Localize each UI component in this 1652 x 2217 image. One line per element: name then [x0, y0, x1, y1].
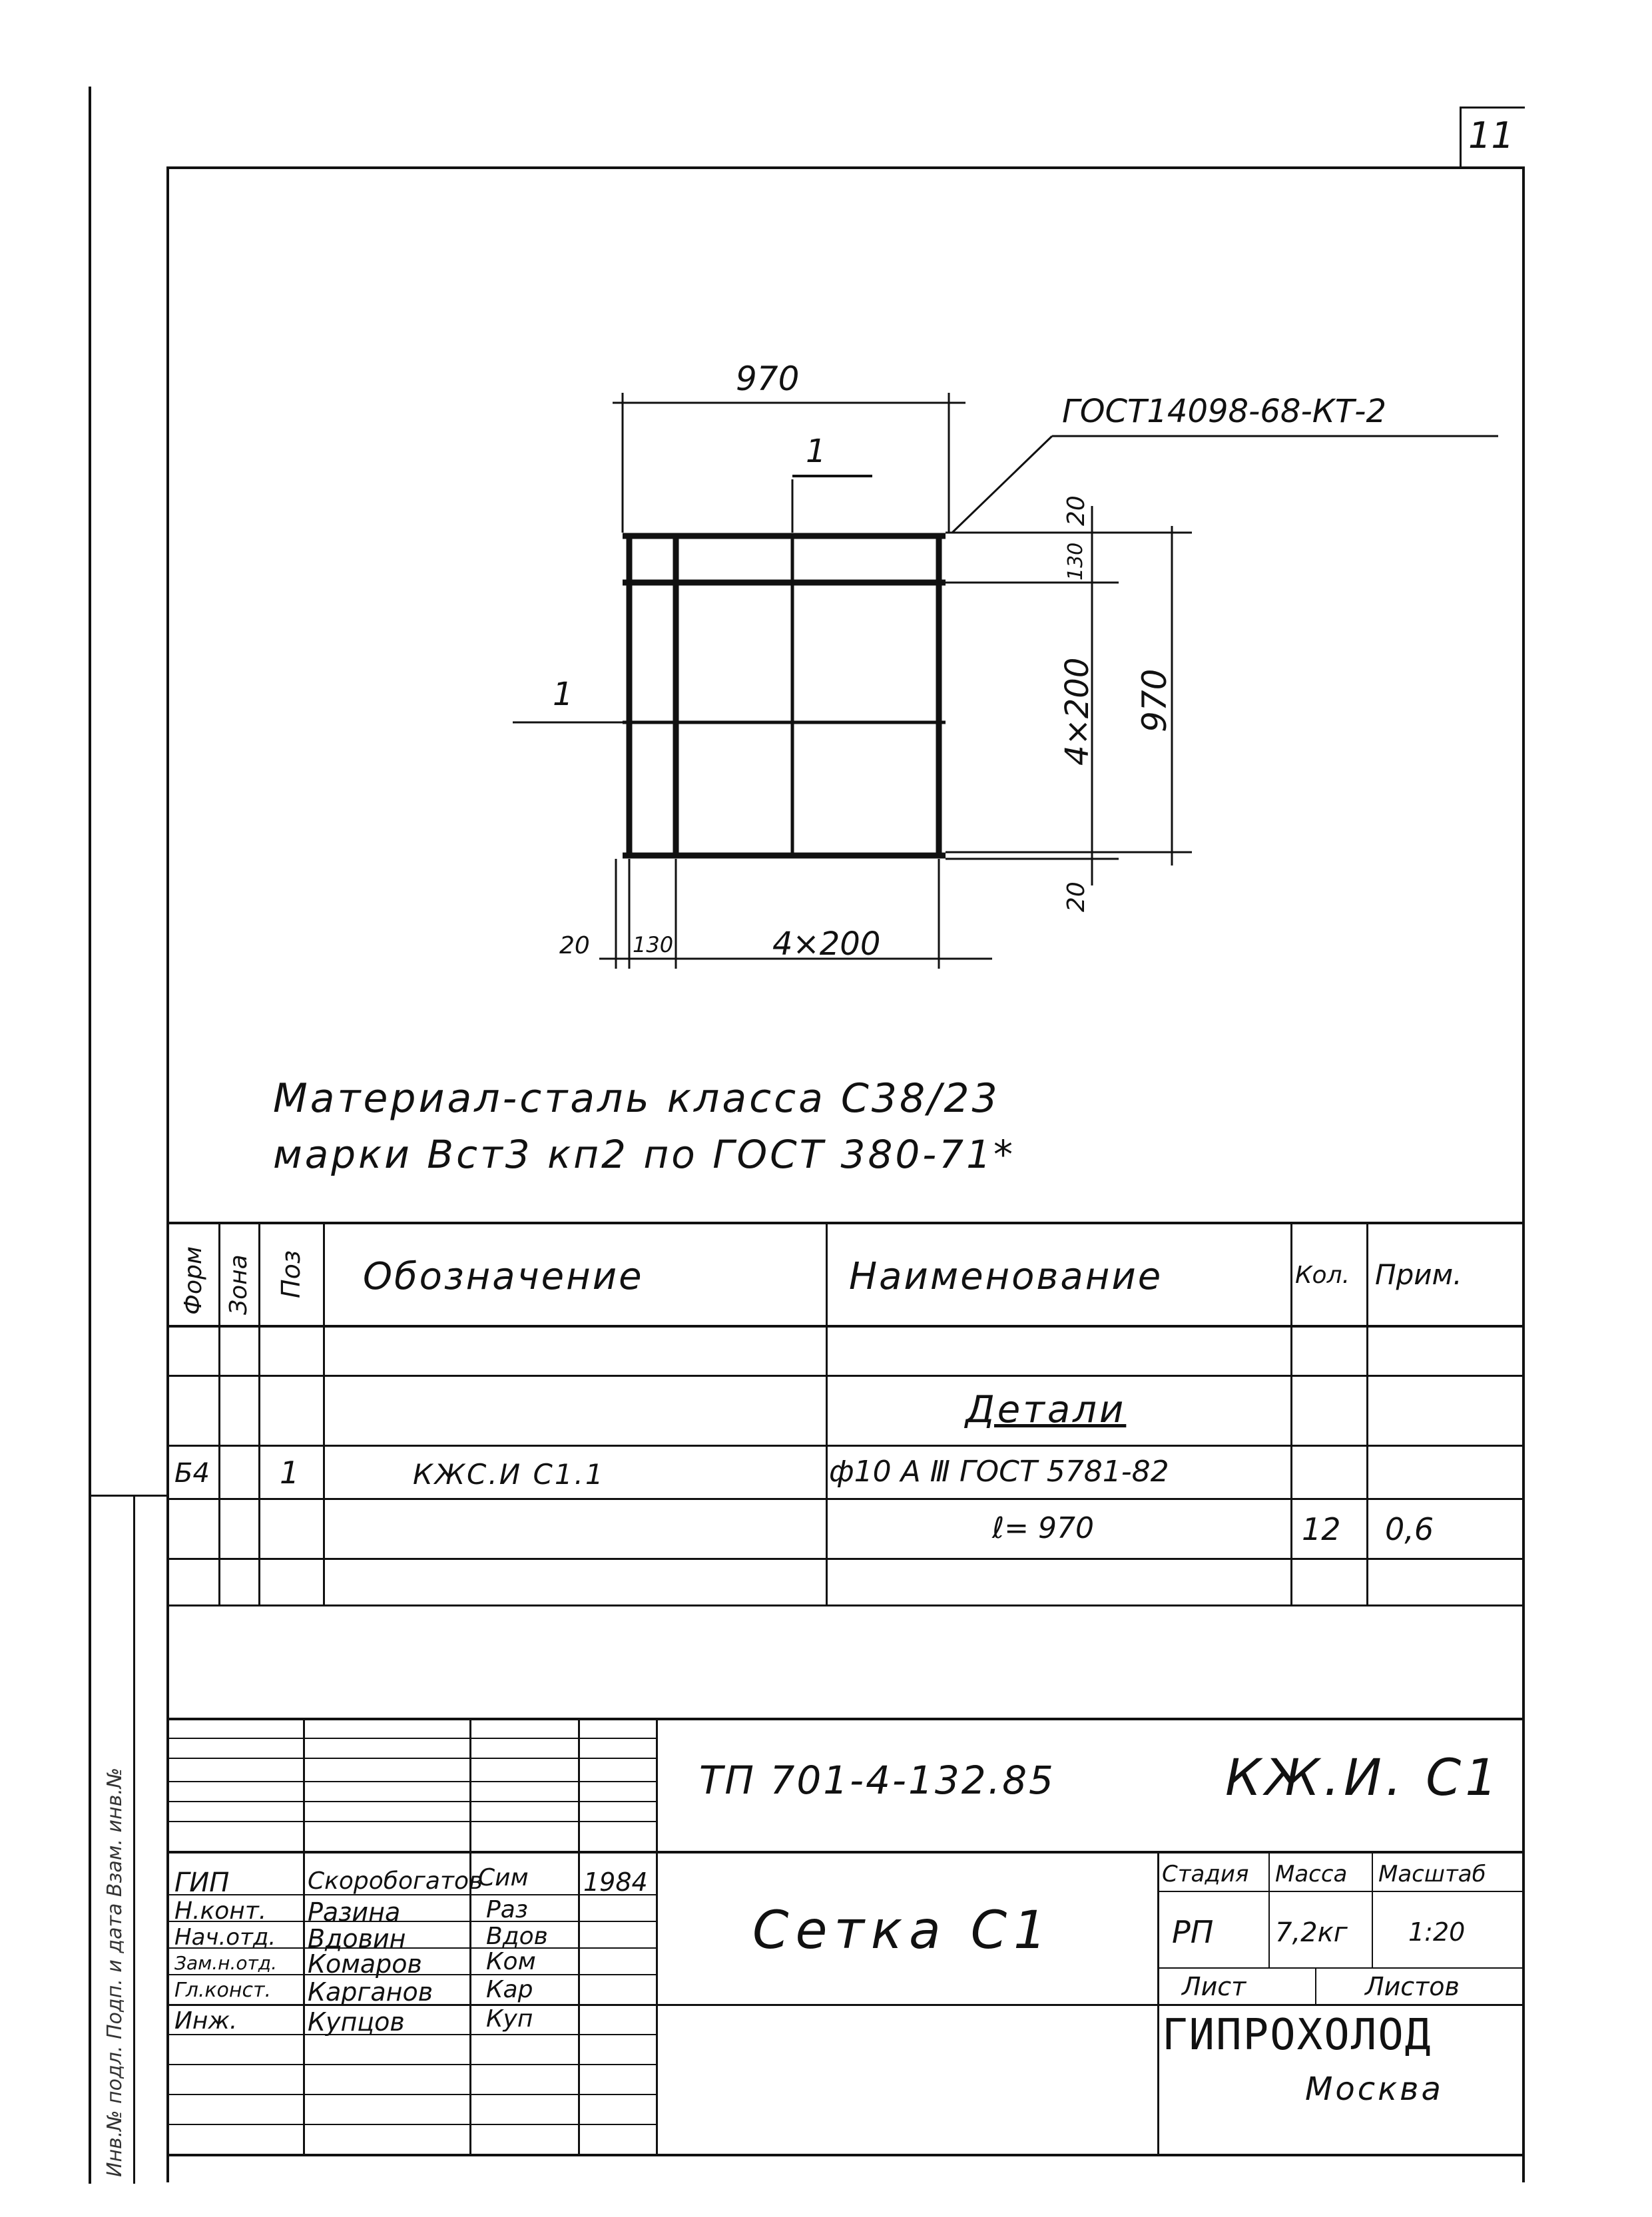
role-4-sign: Кар [486, 1976, 533, 2003]
tb-col-4 [656, 1718, 658, 2154]
header-zone: Зона [225, 1254, 252, 1315]
tb-info-col-4 [1315, 1967, 1316, 2004]
dim-right-130: 130 [1064, 542, 1087, 581]
tb-row-13 [166, 2064, 656, 2065]
project-code: ТП 701-4-132.85 [699, 1758, 1055, 1803]
role-0: ГИП [174, 1867, 230, 1898]
row1-format: Б4 [174, 1458, 210, 1489]
organization: ГИПРОХОЛОД [1162, 2011, 1432, 2060]
spec-row-line-1 [166, 1375, 1525, 1377]
role-3-sign: Ком [486, 1948, 536, 1975]
role-1-sign: Раз [486, 1896, 528, 1923]
scale-label: Масштаб [1378, 1861, 1486, 1887]
spec-row-line-4 [166, 1558, 1525, 1560]
section-title: Детали [965, 1388, 1127, 1431]
sheets-label: Листов [1365, 1972, 1460, 2001]
header-name: Наименование [849, 1255, 1163, 1298]
tb-row-14 [166, 2094, 656, 2095]
stage-label: Стадия [1162, 1861, 1249, 1887]
role-4-name: Карганов [308, 1977, 433, 2007]
spec-col-5 [1290, 1222, 1292, 1604]
role-2-sign: Вдов [486, 1923, 548, 1950]
role-4: Гл.конст. [174, 1979, 272, 2002]
role-5: Инж. [174, 2007, 238, 2035]
dim-right-970: 970 [1135, 668, 1174, 732]
drawing-title: Сетка С1 [752, 1901, 1053, 1961]
role-3: Зам.н.отд. [174, 1952, 278, 1974]
spec-top [166, 1222, 1525, 1224]
tb-info-col [1157, 1851, 1159, 2154]
tb-row-12 [166, 2034, 656, 2035]
spec-col-2 [258, 1222, 260, 1604]
mass-value: 7,2кг [1275, 1917, 1348, 1948]
header-note: Прим. [1375, 1258, 1462, 1291]
row2-name: ℓ= 970 [992, 1511, 1095, 1545]
sheet-number: 11 [1468, 115, 1514, 156]
spec-col-3 [323, 1222, 325, 1604]
spec-row-line-5 [166, 1604, 1525, 1606]
tb-col-3 [578, 1718, 580, 2154]
tb-row-4 [166, 1801, 656, 1802]
scale-value: 1:20 [1408, 1917, 1466, 1947]
tb-info-col-2 [1268, 1851, 1270, 1967]
row1-name: ф10 А Ⅲ ГОСТ 5781-82 [829, 1455, 1169, 1489]
spec-row-line-3 [166, 1498, 1525, 1500]
spec-bottom [166, 1718, 1525, 1720]
row2-qty: 12 [1302, 1511, 1341, 1547]
role-2: Нач.отд. [174, 1924, 276, 1951]
role-0-date: 1984 [583, 1867, 648, 1897]
header-designation: Обозначение [363, 1255, 644, 1298]
material-note-line1: Материал-сталь класса С38/23 [273, 1075, 1000, 1122]
header-pos: Поз [276, 1250, 306, 1298]
sheet-label: Лист [1182, 1972, 1246, 2001]
row1-pos: 1 [280, 1455, 300, 1491]
role-1-name: Разина [308, 1897, 401, 1927]
city: Москва [1305, 2071, 1444, 2108]
spec-col-4 [826, 1222, 828, 1604]
dim-bottom-4x200: 4×200 [772, 925, 881, 963]
header-qty: Кол. [1295, 1262, 1350, 1289]
dim-bottom-130: 130 [633, 932, 674, 957]
tb-col-1 [303, 1718, 305, 2154]
tb-bottom [166, 2154, 1525, 2156]
spec-header-bottom [166, 1325, 1525, 1328]
top-dim-970: 970 [736, 360, 800, 398]
spec-col-6 [1366, 1222, 1368, 1604]
role-3-name: Комаров [308, 1949, 422, 1979]
role-1: Н.конт. [174, 1897, 267, 1925]
role-0-name: Скоробогатов [308, 1867, 483, 1895]
tb-row-5 [166, 1821, 656, 1822]
tb-info-col-3 [1372, 1851, 1373, 1967]
stage-value: РП [1172, 1914, 1214, 1950]
tb-row-3 [166, 1781, 656, 1782]
header-format: Форм [180, 1246, 207, 1315]
mass-label: Масса [1275, 1861, 1348, 1887]
section-mark-top-label: 1 [806, 433, 826, 470]
role-2-name: Вдовин [308, 1924, 406, 1953]
tb-info-row-2 [1157, 1967, 1525, 1969]
tb-row-1 [166, 1738, 656, 1739]
dim-right-4x200: 4×200 [1059, 657, 1096, 766]
dim-right-20-bottom: 20 [1063, 881, 1090, 912]
spec-row-line-2 [166, 1445, 1525, 1447]
role-5-sign: Куп [486, 2005, 533, 2033]
side-stamp-text: Инв.№ подл. Подп. и дата Взам. инв.№ [103, 1767, 127, 2177]
gost-callout: ГОСТ14098-68-КТ-2 [1062, 393, 1387, 430]
material-note-line2: марки Вст3 кп2 по ГОСТ 380-71* [273, 1132, 1015, 1177]
spec-col-1 [218, 1222, 220, 1604]
row2-note: 0,6 [1385, 1511, 1434, 1547]
tb-row-15 [166, 2124, 656, 2125]
section-mark-left-label: 1 [553, 676, 573, 713]
role-0-sign: Сим [478, 1864, 529, 1891]
dim-bottom-20: 20 [559, 932, 590, 959]
tb-row-6 [166, 1851, 1525, 1853]
drawing-mark: КЖ.И. С1 [1225, 1748, 1502, 1807]
tb-info-row-1 [1157, 1891, 1525, 1892]
role-5-name: Купцов [308, 2007, 405, 2037]
tb-row-2 [166, 1758, 656, 1759]
row1-designation: КЖС.И С1.1 [413, 1458, 605, 1491]
dim-right-20-top: 20 [1063, 495, 1090, 526]
tb-col-2 [469, 1718, 471, 2154]
gost-leader-diag [952, 436, 1052, 533]
